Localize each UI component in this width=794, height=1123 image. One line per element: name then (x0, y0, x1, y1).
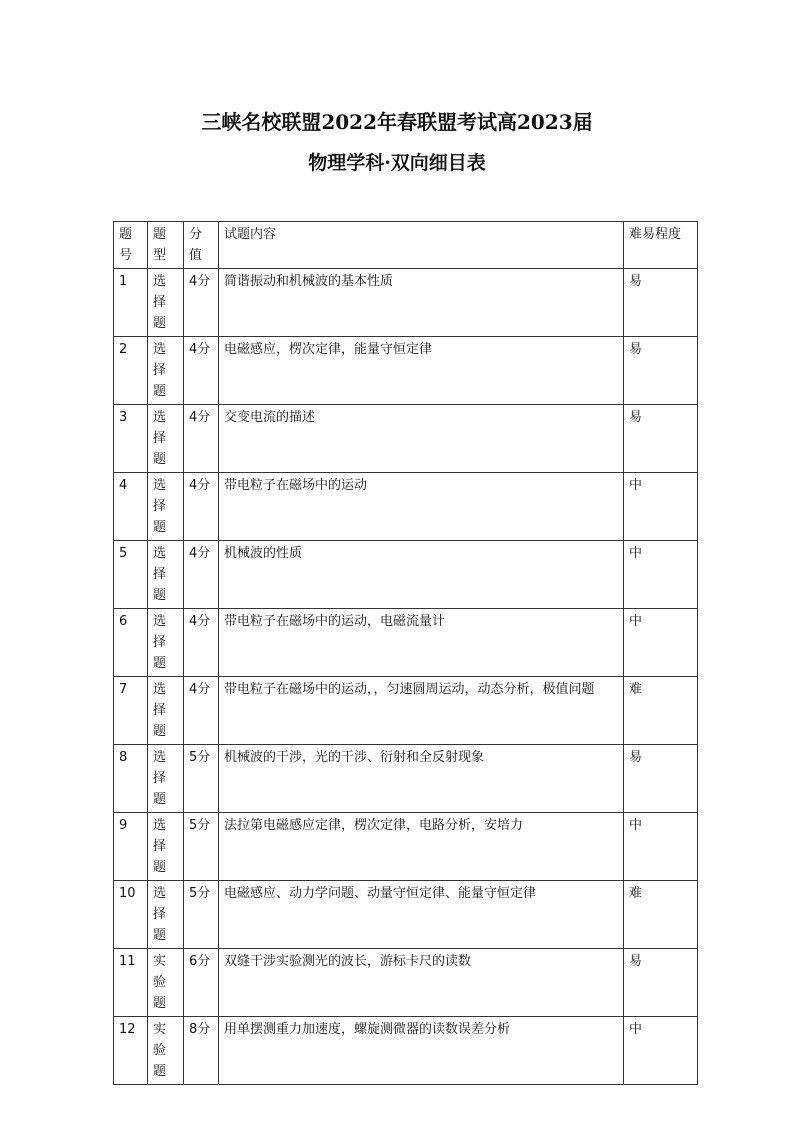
question-content: 法拉第电磁感应定律，楞次定律，电路分析，安培力 (219, 813, 624, 881)
document-title: 三峡名校联盟2022年春联盟考试高2023届 (201, 110, 593, 134)
question-difficulty: 易 (624, 949, 698, 1017)
question-score: 5分 (184, 745, 219, 813)
question-content: 简谐振动和机械波的基本性质 (219, 269, 624, 337)
question-score: 5分 (184, 813, 219, 881)
question-type: 选择题 (148, 269, 184, 337)
table-header-row (114, 222, 698, 269)
question-content: 带电粒子在磁场中的运动，，匀速圆周运动，动态分析，极值问题 (219, 677, 624, 745)
question-number: 8 (114, 745, 148, 813)
question-content: 用单摆测重力加速度，螺旋测微器的读数误差分析 (219, 1017, 624, 1085)
question-difficulty: 易 (624, 745, 698, 813)
table-row (114, 473, 698, 541)
question-score: 4分 (184, 541, 219, 609)
question-score: 6分 (184, 949, 219, 1017)
question-number: 11 (114, 949, 148, 1017)
question-content: 带电粒子在磁场中的运动，电磁流量计 (219, 609, 624, 677)
question-type: 选择题 (148, 881, 184, 949)
question-difficulty: 中 (624, 609, 698, 677)
document-subtitle: 物理学科·双向细目表 (308, 152, 486, 174)
question-difficulty: 易 (624, 337, 698, 405)
table-row (114, 949, 698, 1017)
table-row (114, 609, 698, 677)
question-type: 选择题 (148, 337, 184, 405)
question-score: 4分 (184, 337, 219, 405)
spec-table (113, 221, 698, 1085)
table-row (114, 337, 698, 405)
table-row (114, 405, 698, 473)
question-difficulty: 中 (624, 1017, 698, 1085)
question-score: 4分 (184, 269, 219, 337)
question-content: 机械波的性质 (219, 541, 624, 609)
header-number: 题号 (114, 222, 148, 269)
question-number: 7 (114, 677, 148, 745)
table-row (114, 813, 698, 881)
question-number: 3 (114, 405, 148, 473)
question-type: 实验题 (148, 949, 184, 1017)
question-difficulty: 中 (624, 813, 698, 881)
question-number: 6 (114, 609, 148, 677)
question-type: 选择题 (148, 405, 184, 473)
table-row (114, 269, 698, 337)
question-content: 交变电流的描述 (219, 405, 624, 473)
header-type: 题型 (148, 222, 184, 269)
question-content: 带电粒子在磁场中的运动 (219, 473, 624, 541)
question-number: 12 (114, 1017, 148, 1085)
question-content: 机械波的干涉，光的干涉、衍射和全反射现象 (219, 745, 624, 813)
question-number: 2 (114, 337, 148, 405)
question-type: 选择题 (148, 609, 184, 677)
question-score: 4分 (184, 405, 219, 473)
question-type: 选择题 (148, 745, 184, 813)
question-score: 8分 (184, 1017, 219, 1085)
question-difficulty: 难 (624, 881, 698, 949)
question-score: 4分 (184, 677, 219, 745)
table-row (114, 541, 698, 609)
question-difficulty: 难 (624, 677, 698, 745)
question-score: 5分 (184, 881, 219, 949)
question-type: 选择题 (148, 813, 184, 881)
table-row (114, 1017, 698, 1085)
question-number: 5 (114, 541, 148, 609)
question-content: 电磁感应，楞次定律，能量守恒定律 (219, 337, 624, 405)
header-score: 分值 (184, 222, 219, 269)
table-row (114, 745, 698, 813)
question-type: 选择题 (148, 541, 184, 609)
question-score: 4分 (184, 473, 219, 541)
question-difficulty: 易 (624, 405, 698, 473)
table-row (114, 881, 698, 949)
question-type: 实验题 (148, 1017, 184, 1085)
table-row (114, 677, 698, 745)
question-difficulty: 中 (624, 473, 698, 541)
question-number: 4 (114, 473, 148, 541)
question-number: 9 (114, 813, 148, 881)
question-content: 双缝干涉实验测光的波长，游标卡尺的读数 (219, 949, 624, 1017)
question-type: 选择题 (148, 473, 184, 541)
header-difficulty: 难易程度 (624, 222, 698, 269)
question-number: 10 (114, 881, 148, 949)
header-content: 试题内容 (219, 222, 624, 269)
question-difficulty: 易 (624, 269, 698, 337)
question-score: 4分 (184, 609, 219, 677)
question-number: 1 (114, 269, 148, 337)
question-type: 选择题 (148, 677, 184, 745)
question-content: 电磁感应、动力学问题、动量守恒定律、能量守恒定律 (219, 881, 624, 949)
question-difficulty: 中 (624, 541, 698, 609)
